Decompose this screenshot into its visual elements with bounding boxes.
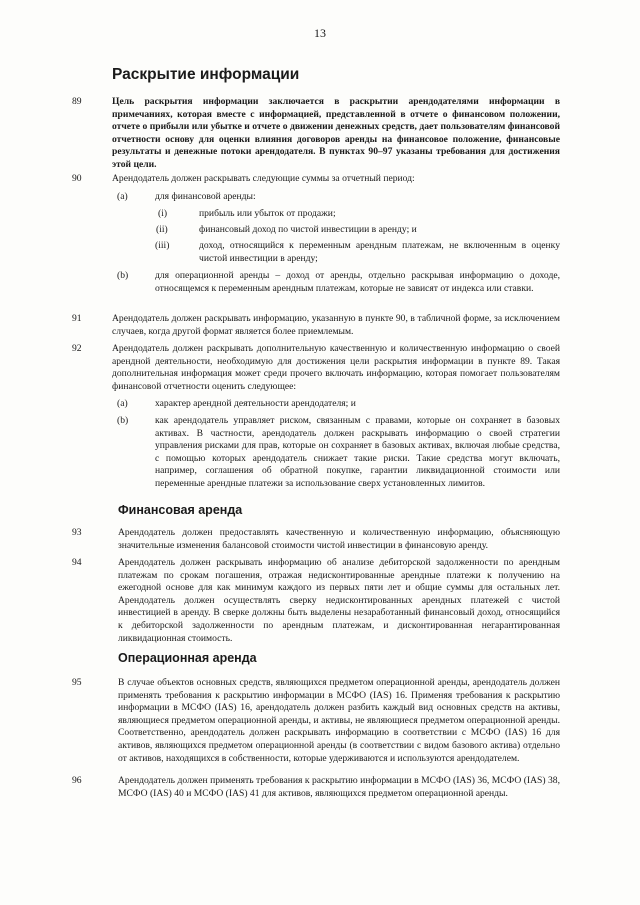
subheading-operating-lease: Операционная аренда (118, 651, 257, 665)
paragraph-94: Арендодатель должен раскрывать информацию об анализе дебиторской задолженности по арендным платежам по срокам погашения, отражая недисконтированные арендные платежи к получению на ежегодной основе для как минимум каждого из первых пяти лет и общие суммы для остальных лет. Арендодатель должен осуществлять сверку недисконтированных арендных платежей с чистой инвестицией в аренду. В сверке должны быть выделены незаработанный финансовый доход, относящийся к дебиторской задолженности по арендным платежам, и дисконтированная негарантированная ликвидационная стоимость. (118, 557, 560, 644)
subheading-finance-lease: Финансовая аренда (118, 503, 243, 517)
paragraph-number: 91 (72, 313, 82, 324)
paragraph-number: 96 (72, 775, 82, 786)
paragraph-number: 93 (72, 527, 82, 538)
list-label: (b) (117, 415, 129, 426)
list-label: (ii) (156, 224, 168, 235)
list-item: характер арендной деятельности арендодателя; и (155, 398, 356, 409)
list-item: как арендодатель управляет риском, связанным с правами, которые он сохраняет в базовых активах. В частности, арендодатель должен раскрывать информацию о своей стратегии управления рисками для прав, которые он сохраняет в базовых активах, включая любые средства, с помощью которых арендодатель снижает такие риски. Такие средства могут включать, например, соглашения об обратной покупке, гарантии ликвидационной стоимости или переменные арендные платежи за использование сверх установленных лимитов. (155, 415, 560, 489)
paragraph-89: Цель раскрытия информации заключается в раскрытии арендодателями информации в примечаниях, которая вместе с информацией, представленной в отчете о финансовом положении, отчете о прибыли или убытке и отчете о движении денежных средств, дает пользователям финансовой отчетности основу для оценки влияния договоров аренды на финансовое положение, финансовые результаты и денежные потоки арендодателя. В пунктах 90–97 указаны требования для достижения этой цели. (112, 96, 560, 170)
paragraph-93: Арендодатель должен предоставлять качественную и количественную информацию, объясняющую значительные изменения балансовой стоимости чистой инвестиции в финансовую аренду. (118, 527, 560, 551)
paragraph-number: 90 (72, 173, 82, 184)
page-number: 13 (314, 26, 326, 40)
paragraph-91: Арендодатель должен раскрывать информацию, указанную в пункте 90, в табличной форме, за исключением случаев, когда другой формат является более приемлемым. (112, 313, 560, 337)
list-label: (iii) (155, 240, 170, 251)
list-item: прибыль или убыток от продажи; (199, 208, 336, 219)
list-item: доход, относящийся к переменным арендным платежам, не включенным в оценку чистой инвестиции в аренду; (199, 240, 560, 264)
list-item: для операционной аренды – доход от аренды, отдельно раскрывая информацию о доходе, относящемся к переменным арендным платежам, которые не зависят от индекса или ставки. (155, 270, 560, 294)
list-label: (b) (117, 270, 129, 281)
list-label: (a) (117, 191, 128, 202)
section-heading: Раскрытие информации (112, 66, 300, 83)
list-label: (a) (117, 398, 128, 409)
list-item: финансовый доход по чистой инвестиции в аренду; и (199, 224, 417, 235)
paragraph-number: 92 (72, 343, 82, 354)
list-label: (i) (158, 208, 168, 219)
list-item: для финансовой аренды: (155, 191, 256, 202)
paragraph-number: 95 (72, 677, 82, 688)
paragraph-number: 89 (72, 96, 82, 107)
paragraph-90: Арендодатель должен раскрывать следующие суммы за отчетный период: (112, 173, 415, 184)
paragraph-95: В случае объектов основных средств, являющихся предметом операционной аренды, арендодатель должен применять требования к раскрытию информации в МСФО (IAS) 16. Применяя требования к раскрытию информации в МСФО (IAS) 16, арендодатель должен разбить каждый вид основных средств на активы, являющиеся предметом операционной аренды, и активы, не являющиеся предметом операционной аренды. Соответственно, арендодатель должен раскрывать информацию в соответствии с МСФО (IAS) 16 для активов, являющихся предметом операционной аренды (в соответствии с видом базового актива) отдельно от активов, находящихся в собственности, которые удерживаются и используются арендодателем. (118, 677, 560, 764)
paragraph-96: Арендодатель должен применять требования к раскрытию информации в МСФО (IAS) 36, МСФО (IAS) 38, МСФО (IAS) 40 и МСФО (IAS) 41 для активов, являющихся предметом операционной аренды. (118, 775, 560, 799)
paragraph-number: 94 (72, 557, 82, 568)
paragraph-92: Арендодатель должен раскрывать дополнительную качественную и количественную информацию о своей арендной деятельности, необходимую для достижения цели раскрытия информации в пункте 89. Такая дополнительная информация может среди прочего включать информацию, которая помогает пользователям финансовой отчетности оценить следующее: (112, 343, 560, 392)
